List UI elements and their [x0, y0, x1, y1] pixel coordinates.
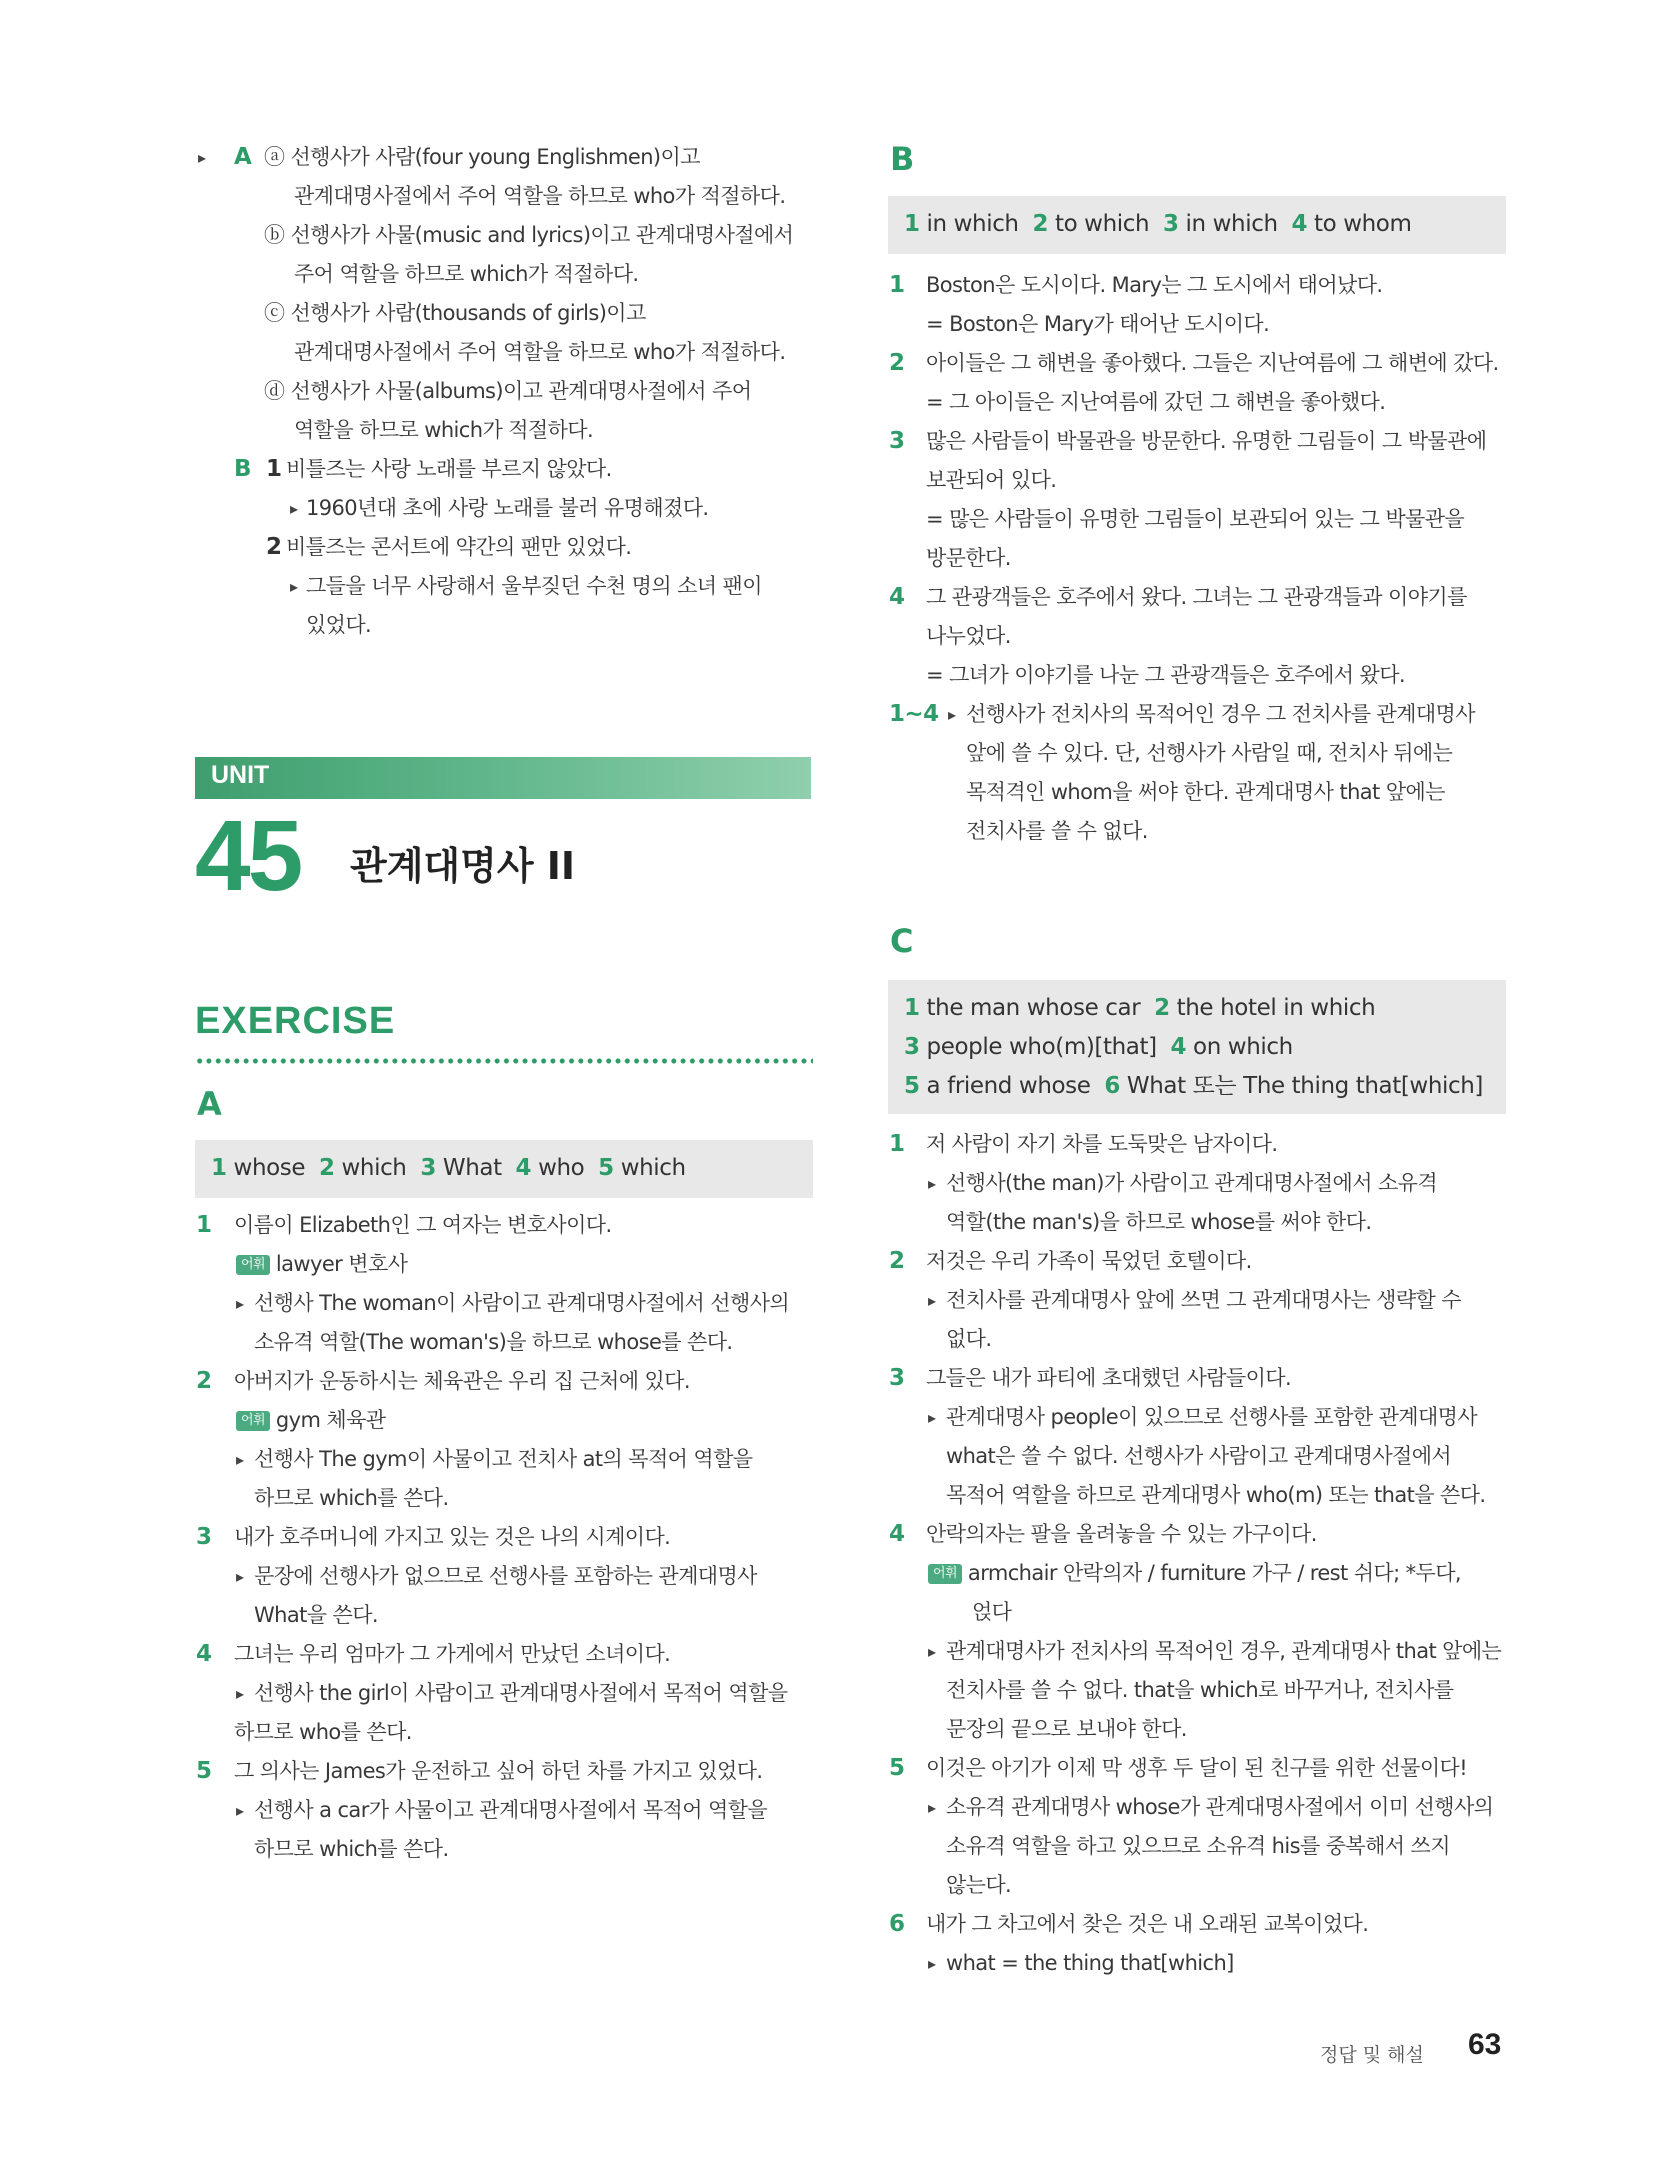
item-number: 4 [196, 1641, 212, 1667]
item-number: 2 [889, 350, 905, 376]
triangle-icon: ▸ [236, 1294, 245, 1313]
item-number: 3 [889, 428, 905, 454]
item-number: 4 [889, 584, 905, 610]
answer-a-line: 관계대명사절에서 주어 역할을 하므로 who가 적절하다. [294, 340, 786, 364]
item-text: 많은 사람들이 박물관을 방문한다. 유명한 그림들이 그 박물관에 [926, 429, 1487, 453]
item-text: 비틀즈는 사랑 노래를 부르지 않았다. [286, 457, 612, 481]
item-note: 앞에 쓸 수 있다. 단, 선행사가 사람일 때, 전치사 뒤에는 [966, 741, 1453, 765]
answer-a-line: 주어 역할을 하므로 which가 적절하다. [294, 262, 639, 286]
item-number: 5 [889, 1755, 905, 1781]
section-label-b: B [234, 456, 251, 482]
item-note: 선행사 the girl이 사람이고 관계대명사절에서 목적어 역할을 [254, 1681, 788, 1705]
item-text: 그녀는 우리 엄마가 그 가게에서 만났던 소녀이다. [234, 1642, 671, 1666]
item-note: 하므로 who를 쓴다. [234, 1720, 412, 1744]
triangle-icon: ▸ [236, 1684, 245, 1703]
vocab-tag: 어휘 [928, 1564, 962, 1584]
item-note: 관계대명사가 전치사의 목적어인 경우, 관계대명사 that 앞에는 [946, 1639, 1502, 1663]
item-text: 방문한다. [926, 546, 1011, 570]
item-text: 비틀즈는 콘서트에 약간의 팬만 있었다. [286, 535, 632, 559]
item-text: 내가 그 차고에서 찾은 것은 내 오래된 교복이었다. [926, 1912, 1369, 1936]
item-number: 3 [889, 1365, 905, 1391]
item-note: 문장에 선행사가 없으므로 선행사를 포함하는 관계대명사 [254, 1564, 757, 1588]
item-note: 하므로 which를 쓴다. [254, 1837, 449, 1861]
item-note: 전치사를 쓸 수 없다. [966, 819, 1148, 843]
answer-box-c [888, 980, 1506, 1114]
answer-a-line: 관계대명사절에서 주어 역할을 하므로 who가 적절하다. [294, 184, 786, 208]
answer-a-line: ⓓ 선행사가 사물(albums)이고 관계대명사절에서 주어 [264, 379, 752, 403]
item-text: 저것은 우리 가족이 묵었던 호텔이다. [926, 1249, 1252, 1273]
item-note: 선행사 The gym이 사물이고 전치사 at의 목적어 역할을 [254, 1447, 753, 1471]
vocab-line: 어휘 armchair 안락의자 / furniture 가구 / rest 쉬다; *두다, [928, 1554, 1461, 1593]
answer-a-line: ⓑ 선행사가 사물(music and lyrics)이고 관계대명사절에서 [264, 223, 794, 247]
item-number: 1 [889, 272, 905, 298]
item-note: 선행사(the man)가 사람이고 관계대명사절에서 소유격 [946, 1171, 1438, 1195]
item-text: 그 의사는 James가 운전하고 싶어 하던 차를 가지고 있었다. [234, 1759, 763, 1783]
exercise-heading: EXERCISE [195, 1000, 396, 1042]
answer-box-b [888, 196, 1506, 254]
section-c-letter: C [890, 922, 914, 960]
item-note: 선행사가 전치사의 목적어인 경우 그 전치사를 관계대명사 [966, 702, 1475, 726]
item-text: Boston은 도시이다. Mary는 그 도시에서 태어났다. [926, 273, 1383, 297]
triangle-icon: ▸ [290, 499, 299, 518]
answer-a-line: 역할을 하므로 which가 적절하다. [294, 418, 594, 442]
answer-line: 1 whose 2 which 3 What 4 who 5 which [211, 1155, 686, 1181]
item-note: 하므로 which를 쓴다. [254, 1486, 449, 1510]
item-text: 아이들은 그 해변을 좋아했다. 그들은 지난여름에 그 해변에 갔다. [926, 351, 1499, 375]
item-text: 아버지가 운동하시는 체육관은 우리 집 근처에 있다. [234, 1369, 690, 1393]
item-note: What을 쓴다. [254, 1603, 378, 1627]
unit-label: UNIT [211, 761, 270, 789]
item-text: 보관되어 있다. [926, 468, 1057, 492]
triangle-icon: ▸ [928, 1291, 937, 1310]
vocab-tag: 어휘 [236, 1255, 270, 1275]
vocab-tag: 어휘 [236, 1411, 270, 1431]
section-a-letter: A [197, 1085, 222, 1123]
item-number: 2 [889, 1248, 905, 1274]
item-note: 전치사를 쓸 수 없다. that을 which로 바꾸거나, 전치사를 [946, 1678, 1454, 1702]
vocab-line: 어휘 gym 체육관 [236, 1401, 385, 1440]
item-text: 내가 호주머니에 가지고 있는 것은 나의 시계이다. [234, 1525, 671, 1549]
item-note: 1960년대 초에 사랑 노래를 불러 유명해졌다. [306, 496, 709, 520]
item-note: 전치사를 관계대명사 앞에 쓰면 그 관계대명사는 생략할 수 [946, 1288, 1461, 1312]
footer-label: 정답 및 해설 [1320, 2044, 1424, 2066]
item-note: 소유격 관계대명사 whose가 관계대명사절에서 이미 선행사의 [946, 1795, 1494, 1819]
item-note: 선행사 The woman이 사람이고 관계대명사절에서 선행사의 [254, 1291, 790, 1315]
item-note: 역할(the man's)을 하므로 whose를 써야 한다. [946, 1210, 1372, 1234]
item-number: 1 [196, 1212, 212, 1238]
triangle-icon: ▸ [236, 1450, 245, 1469]
section-b-letter: B [890, 140, 915, 178]
answer-line: 1 the man whose car 2 the hotel in which [904, 995, 1376, 1021]
item-number: 1 [266, 456, 282, 482]
answer-line: 1 in which 2 to which 3 in which 4 to whom [904, 211, 1412, 237]
item-note: 그들을 너무 사랑해서 울부짖던 수천 명의 소녀 팬이 [306, 574, 762, 598]
triangle-icon: ▸ [928, 1798, 937, 1817]
triangle-icon: ▸ [948, 705, 957, 724]
page-number: 63 [1468, 2028, 1502, 2061]
answer-line: 5 a friend whose 6 What 또는 The thing that[which] [904, 1073, 1483, 1099]
unit-title: 관계대명사 II [350, 844, 576, 888]
item-note: what은 쓸 수 없다. 선행사가 사람이고 관계대명사절에서 [946, 1444, 1452, 1468]
triangle-icon: ▸ [198, 148, 207, 167]
item-note: 없다. [946, 1327, 992, 1351]
item-number: 2 [196, 1368, 212, 1394]
triangle-icon: ▸ [236, 1567, 245, 1586]
item-text: = 그녀가 이야기를 나눈 그 관광객들은 호주에서 왔다. [926, 663, 1406, 687]
triangle-icon: ▸ [928, 1954, 937, 1973]
item-note: 목적격인 whom을 써야 한다. 관계대명사 that 앞에는 [966, 780, 1445, 804]
item-text: 저 사람이 자기 차를 도둑맞은 남자이다. [926, 1132, 1278, 1156]
item-text: 안락의자는 팔을 올려놓을 수 있는 가구이다. [926, 1522, 1317, 1546]
triangle-icon: ▸ [928, 1408, 937, 1427]
item-text: 이름이 Elizabeth인 그 여자는 변호사이다. [234, 1213, 612, 1237]
item-note: 소유격 역할을 하고 있으므로 소유격 his를 중복해서 쓰지 [946, 1834, 1450, 1858]
answer-box-a [195, 1140, 813, 1198]
item-note: 문장의 끝으로 보내야 한다. [946, 1717, 1187, 1741]
item-note: 관계대명사 people이 있으므로 선행사를 포함한 관계대명사 [946, 1405, 1478, 1429]
item-note: what = the thing that[which] [946, 1951, 1234, 1975]
triangle-icon: ▸ [928, 1174, 937, 1193]
answer-a-line: ⓒ 선행사가 사람(thousands of girls)이고 [264, 301, 646, 325]
item-text: = 그 아이들은 지난여름에 갔던 그 해변을 좋아했다. [926, 390, 1386, 414]
triangle-icon: ▸ [290, 577, 299, 596]
item-text: = 많은 사람들이 유명한 그림들이 보관되어 있는 그 박물관을 [926, 507, 1465, 531]
dotted-divider [195, 1058, 813, 1064]
item-text: 그 관광객들은 호주에서 왔다. 그녀는 그 관광객들과 이야기를 [926, 585, 1467, 609]
item-text: = Boston은 Mary가 태어난 도시이다. [926, 312, 1270, 336]
item-text: 나누었다. [926, 624, 1011, 648]
item-note: 있었다. [306, 613, 372, 637]
item-number: 2 [266, 534, 282, 560]
item-text: 그들은 내가 파티에 초대했던 사람들이다. [926, 1366, 1292, 1390]
vocab-line: 어휘 lawyer 변호사 [236, 1245, 407, 1284]
section-label-a: A [234, 144, 252, 170]
item-number: 4 [889, 1521, 905, 1547]
item-number: 1 [889, 1131, 905, 1157]
unit-number: 45 [195, 800, 301, 912]
item-text: 이것은 아기가 이제 막 생후 두 달이 된 친구를 위한 선물이다! [926, 1756, 1468, 1780]
triangle-icon: ▸ [236, 1801, 245, 1820]
unit-banner [195, 757, 811, 799]
item-number: 5 [196, 1758, 212, 1784]
answer-a-line: ⓐ 선행사가 사람(four young Englishmen)이고 [264, 145, 700, 169]
item-note: 않는다. [946, 1873, 1012, 1897]
item-note: 선행사 a car가 사물이고 관계대명사절에서 목적어 역할을 [254, 1798, 768, 1822]
answer-line: 3 people who(m)[that] 4 on which [904, 1034, 1293, 1060]
vocab-line: 얹다 [972, 1600, 1012, 1624]
item-number: 6 [889, 1911, 905, 1937]
triangle-icon: ▸ [928, 1642, 937, 1661]
item-number: 1~4 [889, 701, 939, 727]
item-number: 3 [196, 1524, 212, 1550]
item-note: 목적어 역할을 하므로 관계대명사 who(m) 또는 that을 쓴다. [946, 1483, 1486, 1507]
item-note: 소유격 역할(The woman's)을 하므로 whose를 쓴다. [254, 1330, 733, 1354]
